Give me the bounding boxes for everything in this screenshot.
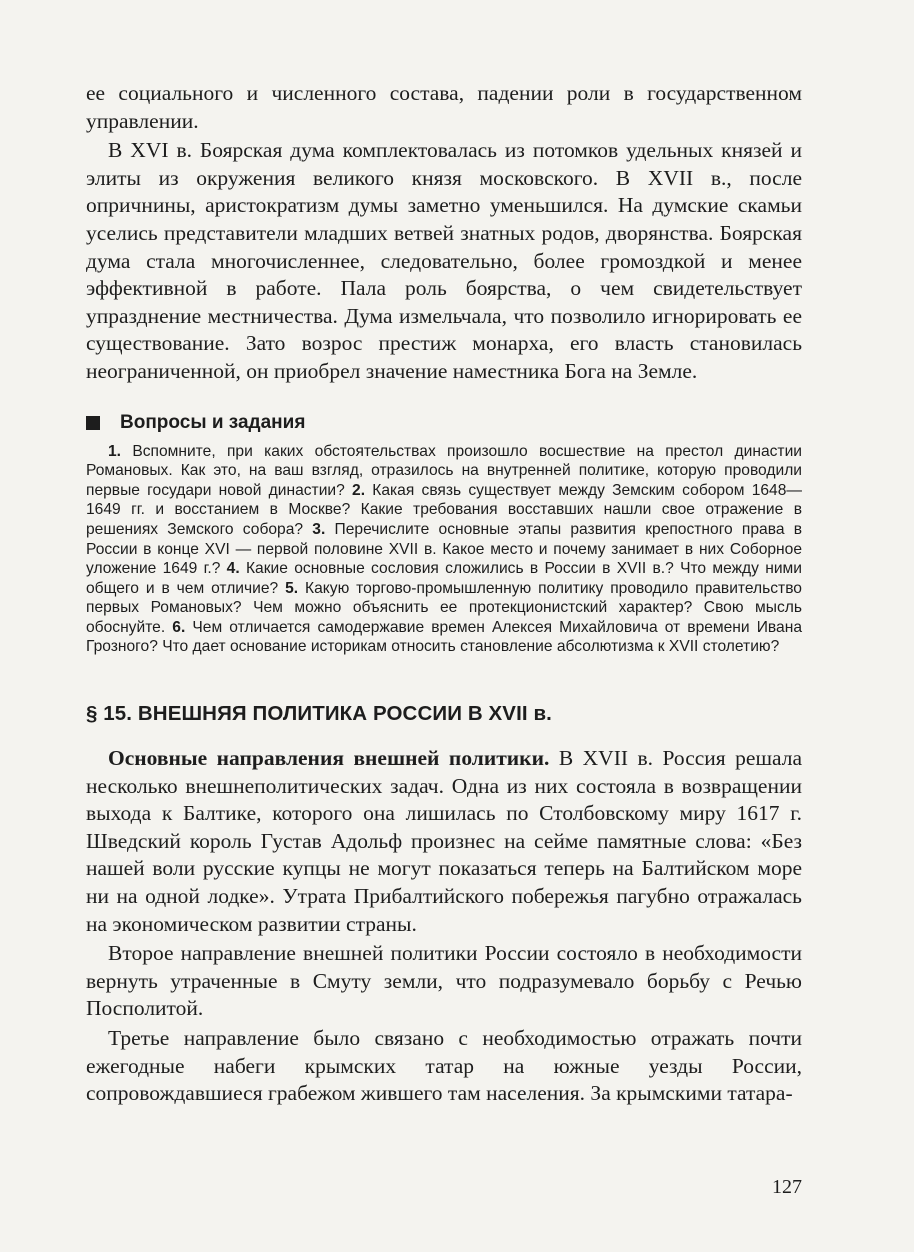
question-number: 5. bbox=[285, 579, 299, 597]
runin-heading: Основные направления внешней политики. bbox=[108, 746, 550, 771]
question-number: 6. bbox=[172, 618, 186, 636]
question-text: Перечислите основные этапы развития крепостного права в России в конце XVI — первой половине XVII в. Какое место и почему занимает в них Соборное уложение 1649 г.? bbox=[86, 520, 802, 578]
paragraph-third-direction: Третье направление было связано с необходимостью отражать почти ежегодные набеги крымских татар на южные уезды России, сопровождавшиеся грабежом жившего там населения. За крымскими татара- bbox=[86, 1026, 802, 1106]
questions-heading bbox=[86, 410, 802, 436]
page-number: 127 bbox=[772, 1176, 802, 1198]
question-text: Какую торгово-промышленную политику проводило правительство первых Романовых? Чем можно объяснить ее протекционистский характер? Свою мысль обоснуйте. bbox=[86, 579, 802, 636]
paragraph-text: В XVII в. Россия решала несколько внешнеполитических задач. Одна из них состояла в возвращении выхода к Балтике, которого она лишилась по Столбовскому миру 1617 г. Шведский король Густав Адольф произнес на сейме памятные слова: «Без нашей воли русские купцы не могут показаться теперь на Балтийском море ни на одной лодке». Утрата Прибалтийского побережья пагубно отражалась на экономическом развитии страны. bbox=[86, 746, 803, 936]
question-text: Какая связь существует между Земским собором 1648—1649 гг. и восстанием в Москве? Какие требования восставших нашли свое отражение в решениях Земского собора? bbox=[86, 481, 802, 538]
question-number: 3. bbox=[312, 520, 326, 538]
paragraph-main-directions bbox=[86, 745, 802, 938]
paragraph-continuation: ее социального и численного состава, падении роли в государственном управлении. bbox=[86, 81, 802, 133]
questions-heading-text: Вопросы и задания bbox=[120, 411, 306, 433]
question-text: Какие основные сословия сложились в России в XVII в.? Что между ними общего и в чем отличие? bbox=[86, 560, 802, 597]
square-bullet-icon bbox=[86, 416, 100, 430]
paragraph-boyar-duma: В XVI в. Боярская дума комплектовалась из потомков удельных князей и элиты из окружения великого князя московского. В XVII в., после опричнины, аристократизм думы заметно уменьшился. На думские скамьи уселись представители младших ветвей знатных родов, дворянства. Боярская дума стала многочисленнее, следовательно, более громоздкой и менее эффективной в работе. Пала роль боярства, о чем свидетельствует упразднение местничества. Дума измельчала, что позволило игнорировать ее существование. Зато возрос престиж монарха, его власть становилась неограниченной, он приобрел значение наместника Бога на Земле. bbox=[86, 138, 802, 383]
question-number: 1. bbox=[108, 442, 122, 460]
questions-block bbox=[86, 442, 802, 658]
paragraph-second-direction: Второе направление внешней политики России состояло в необходимости вернуть утраченные в Смуту земли, что подразумевало борьбу с Речью Посполитой. bbox=[86, 941, 802, 1021]
question-text: Вспомните, при каких обстоятельствах произошло восшествие на престол династии Романовых. Как это, на ваш взгляд, отразилось на внутренней политике, которую проводили первые государи новой династии? bbox=[86, 442, 802, 499]
question-number: 4. bbox=[226, 560, 240, 578]
section-title: § 15. ВНЕШНЯЯ ПОЛИТИКА РОССИИ В XVII в. bbox=[86, 702, 552, 726]
question-number: 2. bbox=[352, 481, 366, 499]
question-text: Чем отличается самодержавие времен Алексея Михайловича от времени Ивана Грозного? Что дает основание историкам относить становление абсолютизма к XVII столетию? bbox=[86, 618, 802, 656]
